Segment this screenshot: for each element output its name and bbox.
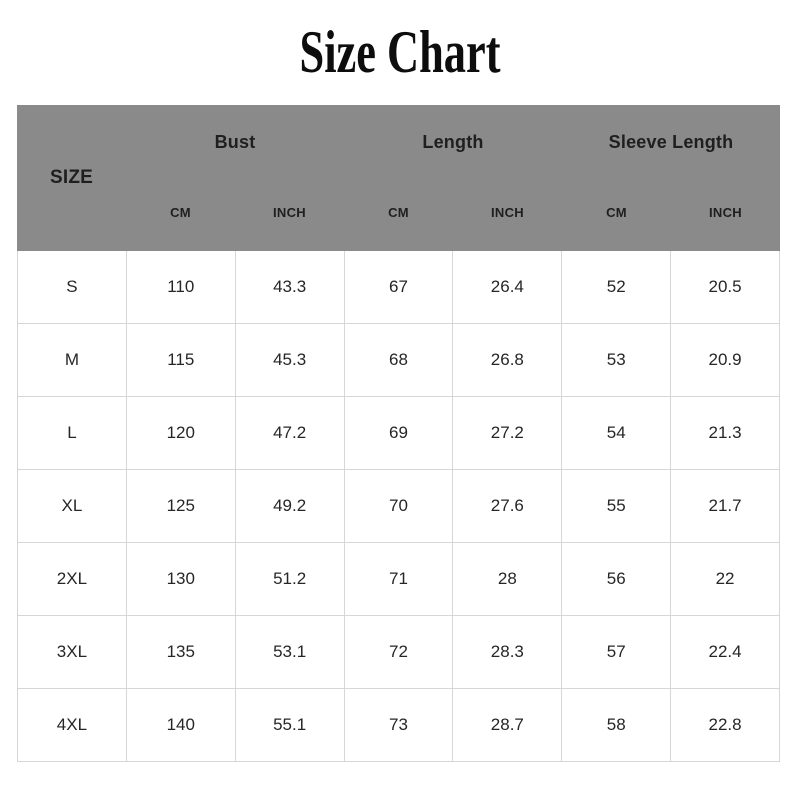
table-row [18, 470, 780, 543]
header-group-bust: Bust [214, 132, 256, 153]
value-cell: 54 [562, 397, 671, 470]
value-cell: 130 [127, 543, 236, 616]
value-cell: 55.1 [236, 689, 345, 762]
table-row [18, 397, 780, 470]
table-row [18, 543, 780, 616]
value-cell: 22.4 [671, 616, 780, 689]
table-row [18, 251, 780, 324]
value-cell: 21.7 [671, 470, 780, 543]
header-unit-sleeve-cm: CM [606, 204, 627, 220]
header-unit-bust-inch: INCH [273, 204, 306, 220]
value-cell: 28.7 [453, 689, 562, 762]
value-cell: 47.2 [236, 397, 345, 470]
table-row [18, 324, 780, 397]
row-size-label: M [18, 324, 127, 397]
value-cell: 45.3 [236, 324, 345, 397]
row-size-label: XL [18, 470, 127, 543]
value-cell: 22 [671, 543, 780, 616]
value-cell: 26.8 [453, 324, 562, 397]
value-cell: 53.1 [236, 616, 345, 689]
value-cell: 120 [127, 397, 236, 470]
value-cell: 28 [453, 543, 562, 616]
value-cell: 110 [127, 251, 236, 324]
value-cell: 22.8 [671, 689, 780, 762]
value-cell: 68 [345, 324, 454, 397]
value-cell: 125 [127, 470, 236, 543]
value-cell: 21.3 [671, 397, 780, 470]
value-cell: 115 [127, 324, 236, 397]
header-unit-length-cm: CM [388, 204, 409, 220]
value-cell: 56 [562, 543, 671, 616]
value-cell: 70 [345, 470, 454, 543]
value-cell: 49.2 [236, 470, 345, 543]
header-unit-sleeve-inch: INCH [709, 204, 742, 220]
table-body [17, 251, 780, 762]
value-cell: 55 [562, 470, 671, 543]
header-unit-bust-cm: CM [170, 204, 191, 220]
value-cell: 140 [127, 689, 236, 762]
table-row [18, 616, 780, 689]
row-size-label: S [18, 251, 127, 324]
value-cell: 43.3 [236, 251, 345, 324]
table-header [17, 105, 780, 251]
value-cell: 69 [345, 397, 454, 470]
value-cell: 57 [562, 616, 671, 689]
value-cell: 67 [345, 251, 454, 324]
header-size: SIZE [49, 166, 94, 188]
row-size-label: L [18, 397, 127, 470]
value-cell: 27.2 [453, 397, 562, 470]
header-group-sleeve-length: Sleeve Length [608, 132, 734, 153]
value-cell: 135 [127, 616, 236, 689]
value-cell: 51.2 [236, 543, 345, 616]
value-cell: 20.9 [671, 324, 780, 397]
value-cell: 20.5 [671, 251, 780, 324]
row-size-label: 3XL [18, 616, 127, 689]
header-group-length: Length [422, 132, 484, 153]
value-cell: 72 [345, 616, 454, 689]
value-cell: 52 [562, 251, 671, 324]
row-size-label: 4XL [18, 689, 127, 762]
size-chart-table [17, 105, 780, 762]
value-cell: 53 [562, 324, 671, 397]
value-cell: 58 [562, 689, 671, 762]
header-unit-length-inch: INCH [491, 204, 524, 220]
page-title: Size Chart [299, 19, 501, 85]
value-cell: 28.3 [453, 616, 562, 689]
row-size-label: 2XL [18, 543, 127, 616]
value-cell: 26.4 [453, 251, 562, 324]
value-cell: 27.6 [453, 470, 562, 543]
table-row [18, 689, 780, 762]
value-cell: 73 [345, 689, 454, 762]
value-cell: 71 [345, 543, 454, 616]
